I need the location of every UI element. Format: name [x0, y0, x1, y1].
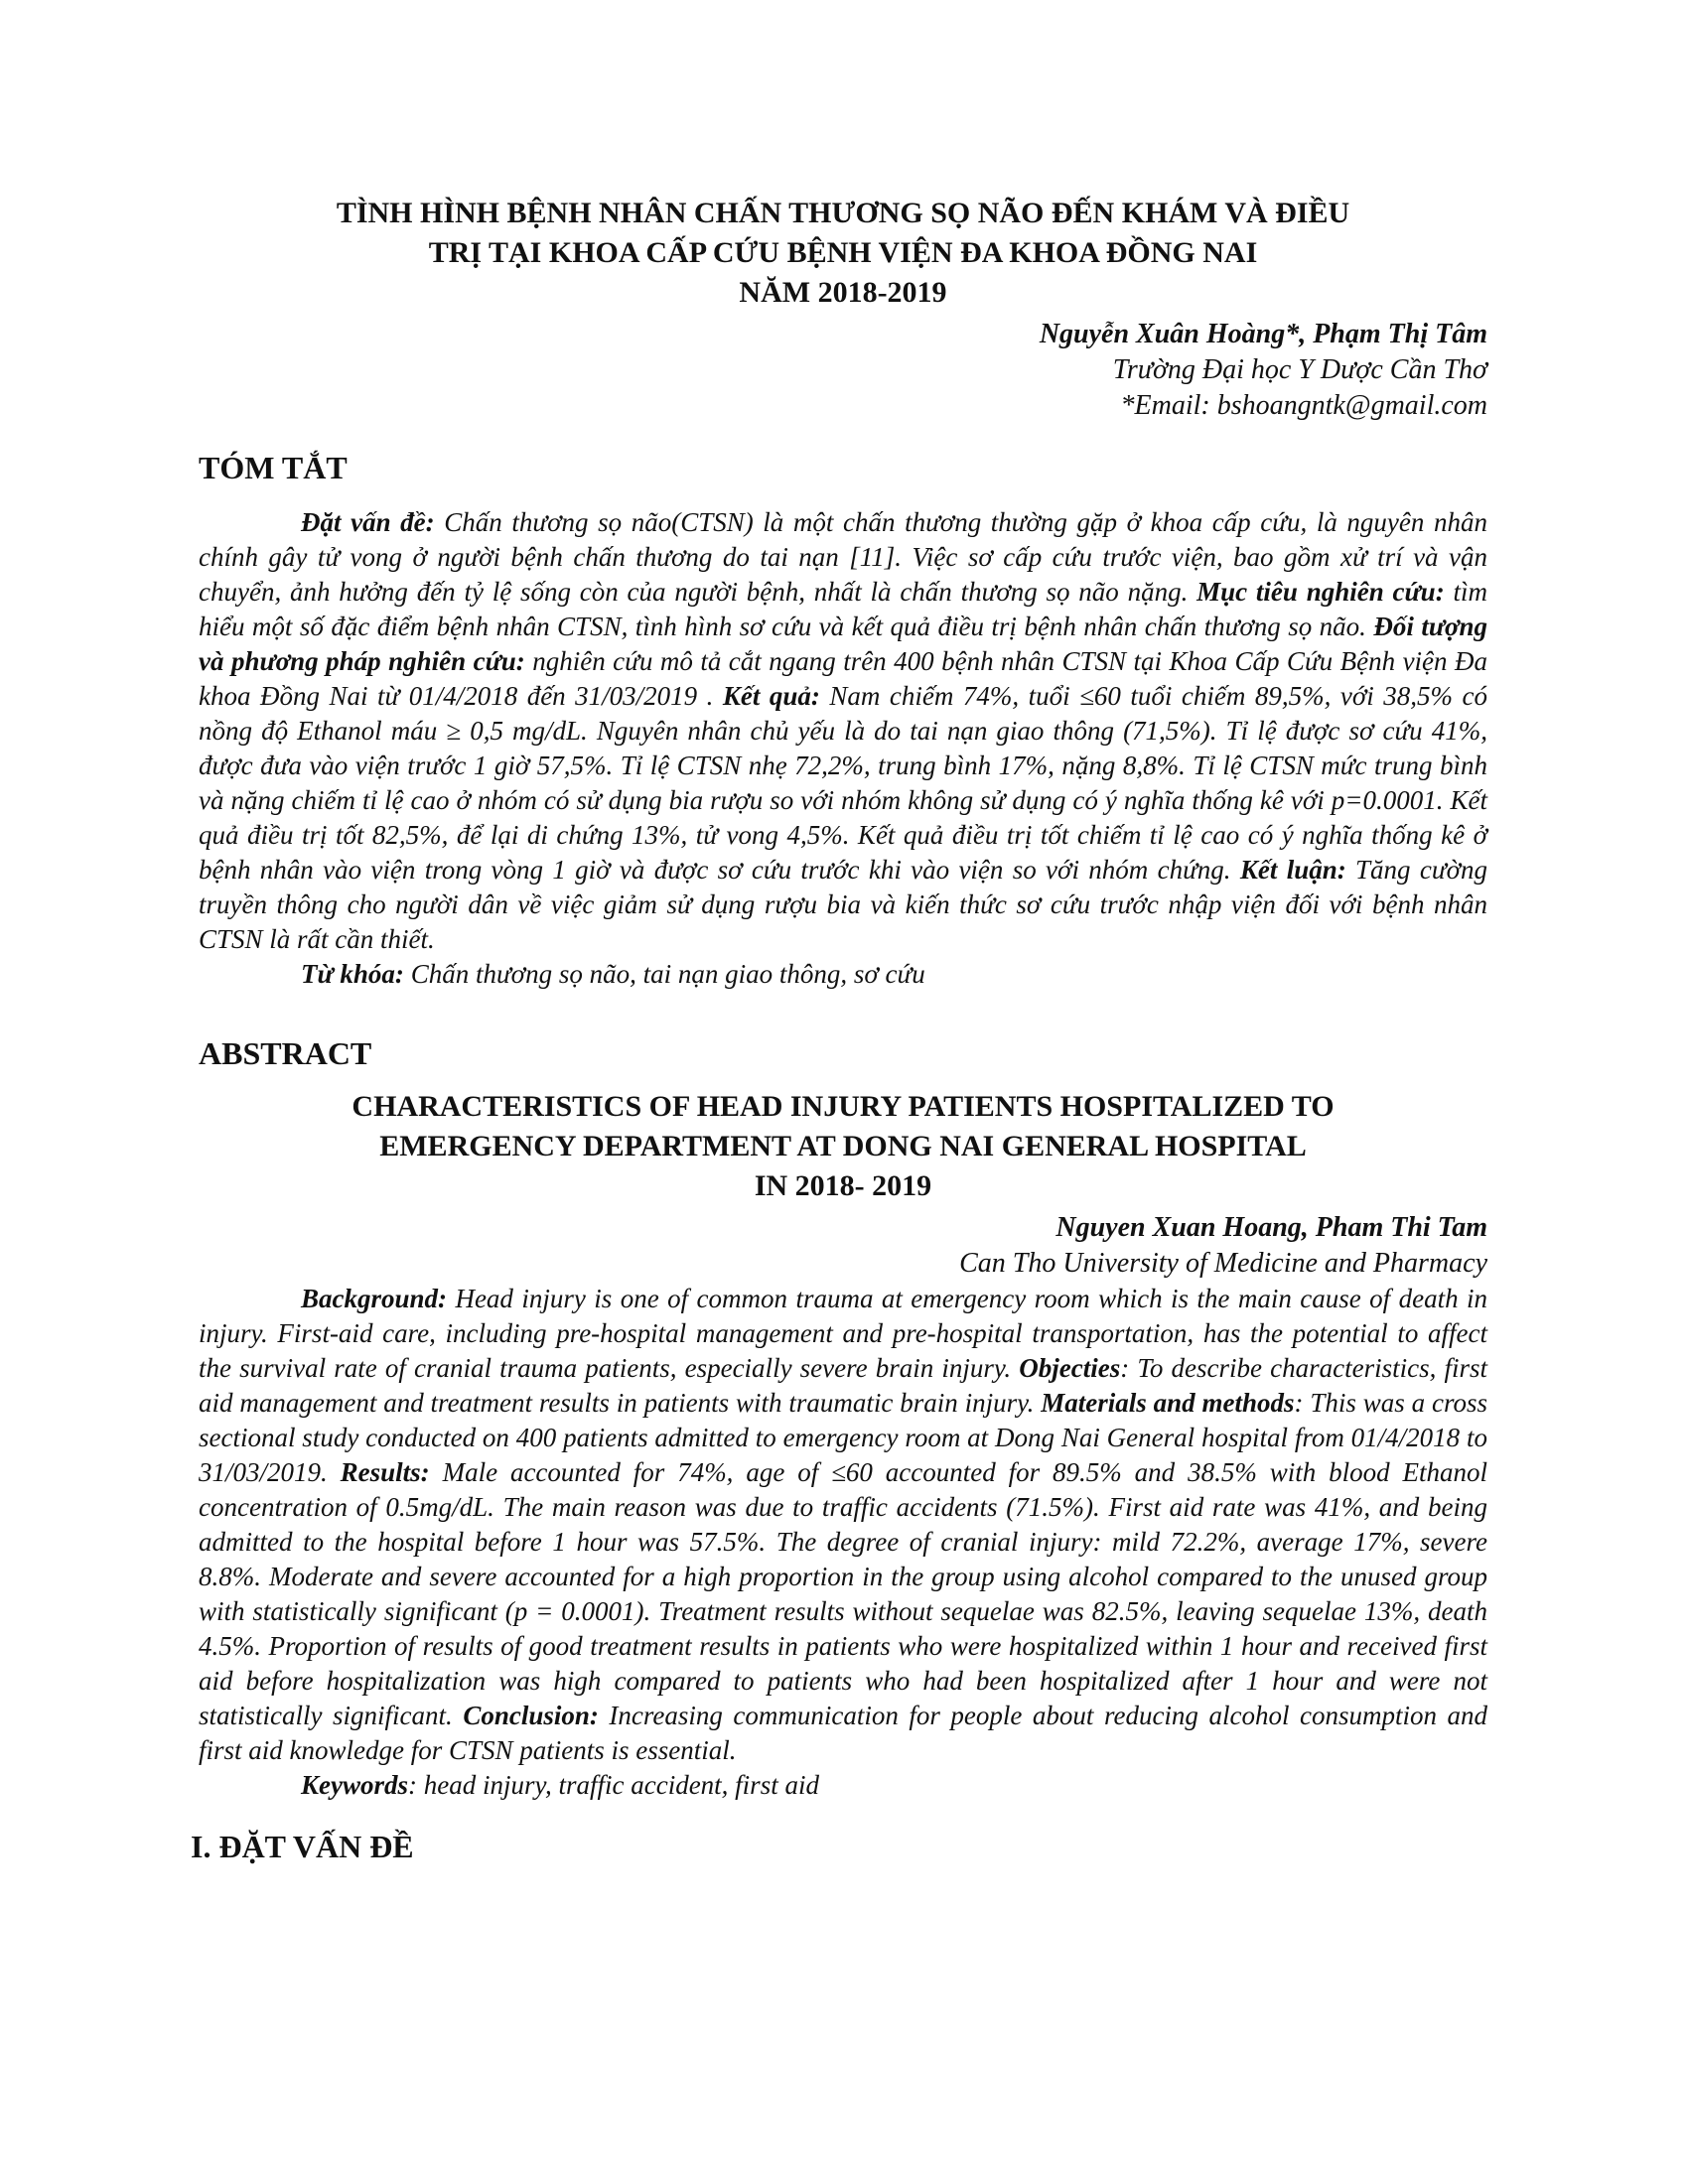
- vi-label-results: Kết quả:: [722, 681, 820, 711]
- vi-section-heading: TÓM TẮT: [199, 450, 348, 485]
- en-title-line: IN 2018- 2019: [754, 1169, 932, 1202]
- vi-text-conclusion: Tăng cường truyền thông cho người dân về việc giảm sử dụng rượu bia và kiến thức sơ cứu trước nhập viện đối với bệnh nhân CTSN là rất cần thiết.: [199, 855, 1487, 954]
- en-title-line: EMERGENCY DEPARTMENT AT DONG NAI GENERAL HOSPITAL: [379, 1130, 1307, 1162]
- vi-keywords-text: Chấn thương sọ não, tai nạn giao thông, sơ cứu: [403, 959, 925, 989]
- en-keywords-text: : head injury, traffic accident, first aid: [408, 1770, 819, 1800]
- en-text-objectives: : To describe characteristics, first aid management and treatment results in patients with traumatic brain injury.: [199, 1353, 1487, 1418]
- vi-text-results: Nam chiếm 74%, tuổi ≤60 tuổi chiếm 89,5%, với 38,5% có nồng độ Ethanol máu ≥ 0,5 mg/dL. Nguyên nhân chủ yếu là do tai nạn giao thông (71,5%). Tỉ lệ được sơ cứu 41%, được đưa vào viện trước 1 giờ 57,5%. Tỉ lệ CTSN nhẹ 72,2%, trung bình 17%, nặng 8,8%. Tỉ lệ CTSN mức trung bình và nặng chiếm tỉ lệ cao ở nhóm có sử dụng bia rượu so với nhóm không sử dụng có ý nghĩa thống kê với p=0.0001. Kết quả điều trị tốt 82,5%, để lại di chứng 13%, tử vong 4,5%. Kết quả điều trị tốt chiếm tỉ lệ cao có ý nghĩa thống kê ở bệnh nhân vào viện trong vòng 1 giờ và được sơ cứu trước khi vào viện so với nhóm chứng.: [199, 681, 1487, 885]
- vi-text-objectives: tìm hiểu một số đặc điểm bệnh nhân CTSN, tình hình sơ cứu và kết quả điều trị bệnh nhân chấn thương sọ não.: [199, 577, 1487, 641]
- en-label-background: Background:: [301, 1284, 448, 1313]
- vi-label-background: Đặt vấn đề:: [301, 507, 435, 537]
- en-label-results: Results:: [340, 1457, 430, 1487]
- en-label-methods: Materials and methods: [1041, 1388, 1295, 1418]
- vi-label-conclusion: Kết luận:: [1239, 855, 1346, 885]
- vi-text-methods: nghiên cứu mô tả cắt ngang trên 400 bệnh nhân CTSN tại Khoa Cấp Cứu Bệnh viện Đa khoa Đồng Nai từ 01/4/2018 đến 31/03/2019 .: [199, 646, 1488, 711]
- vi-keywords: [199, 957, 1487, 992]
- en-title-line: CHARACTERISTICS OF HEAD INJURY PATIENTS HOSPITALIZED TO: [352, 1090, 1335, 1123]
- en-text-results: Male accounted for 74%, age of ≤60 accounted for 89.5% and 38.5% with blood Ethanol concentration of 0.5mg/dL. The main reason was due to traffic accidents (71.5%). First aid rate was 41%, and being admitted to the hospital before 1 hour was 57.5%. The degree of cranial injury: mild 72.2%, average 17%, severe 8.8%. Moderate and severe accounted for a high proportion in the group using alcohol compared to the unused group with statistically significant (p = 0.0001). Treatment results without sequelae was 82.5%, leaving sequelae 13%, death 4.5%. Proportion of results of good treatment results in patients who were hospitalized within 1 hour and received first aid before hospitalization was high compared to patients who had been hospitalized after 1 hour and were not statistically significant.: [199, 1457, 1487, 1730]
- vi-title: [199, 194, 1487, 313]
- vi-text-background: Chấn thương sọ não(CTSN) là một chấn thương thường gặp ở khoa cấp cứu, là nguyên nhân chính gây tử vong ở người bệnh chấn thương do tai nạn [11]. Việc sơ cấp cứu trước viện, bao gồm xử trí và vận chuyển, ảnh hưởng đến tỷ lệ sống còn của người bệnh, nhất là chấn thương sọ não nặng.: [199, 507, 1487, 607]
- vi-title-line: NĂM 2018-2019: [739, 276, 947, 309]
- en-label-conclusion: Conclusion:: [463, 1701, 599, 1730]
- en-affiliation: Can Tho University of Medicine and Pharmacy: [959, 1248, 1487, 1279]
- en-label-objectives: Objecties: [1019, 1353, 1121, 1383]
- en-text-background: Head injury is one of common trauma at emergency room which is the main cause of death in injury. First-aid care, including pre-hospital management and pre-hospital transportation, has the potential to affect the survival rate of cranial trauma patients, especially severe brain injury.: [199, 1284, 1487, 1383]
- corresponding-email: *Email: bshoangntk@gmail.com: [1120, 390, 1487, 421]
- en-abstract: [199, 1282, 1487, 1768]
- paper-page: [191, 194, 1488, 1866]
- en-authors: Nguyen Xuan Hoang, Pham Thi Tam: [1055, 1212, 1487, 1243]
- vi-title-line: TÌNH HÌNH BỆNH NHÂN CHẤN THƯƠNG SỌ NÃO ĐẾN KHÁM VÀ ĐIỀU: [336, 197, 1350, 229]
- en-title: [199, 1087, 1487, 1206]
- en-text-conclusion: Increasing communication for people about reducing alcohol consumption and first aid knowledge for CTSN patients is essential.: [199, 1701, 1487, 1765]
- vi-authors: Nguyễn Xuân Hoàng*, Phạm Thị Tâm: [1039, 319, 1487, 349]
- vi-title-line: TRỊ TẠI KHOA CẤP CỨU BỆNH VIỆN ĐA KHOA ĐỒNG NAI: [428, 236, 1258, 269]
- vi-abstract: [199, 505, 1487, 957]
- vi-keywords-label: Từ khóa:: [301, 959, 404, 989]
- en-keywords-label: Keywords: [301, 1770, 408, 1800]
- en-section-heading: ABSTRACT: [199, 1035, 372, 1071]
- section-1-heading: I. ĐẶT VẤN ĐỀ: [191, 1829, 414, 1864]
- en-keywords: [199, 1768, 1487, 1803]
- vi-label-objectives: Mục tiêu nghiên cứu:: [1196, 577, 1445, 607]
- vi-affiliation: Trường Đại học Y Dược Cần Thơ: [1112, 354, 1487, 385]
- en-text-methods: : This was a cross sectional study conducted on 400 patients admitted to emergency room at Dong Nai General hospital from 01/4/2018 to 31/03/2019.: [199, 1388, 1487, 1487]
- vi-label-methods: Đối tượng và phương pháp nghiên cứu:: [199, 612, 1488, 676]
